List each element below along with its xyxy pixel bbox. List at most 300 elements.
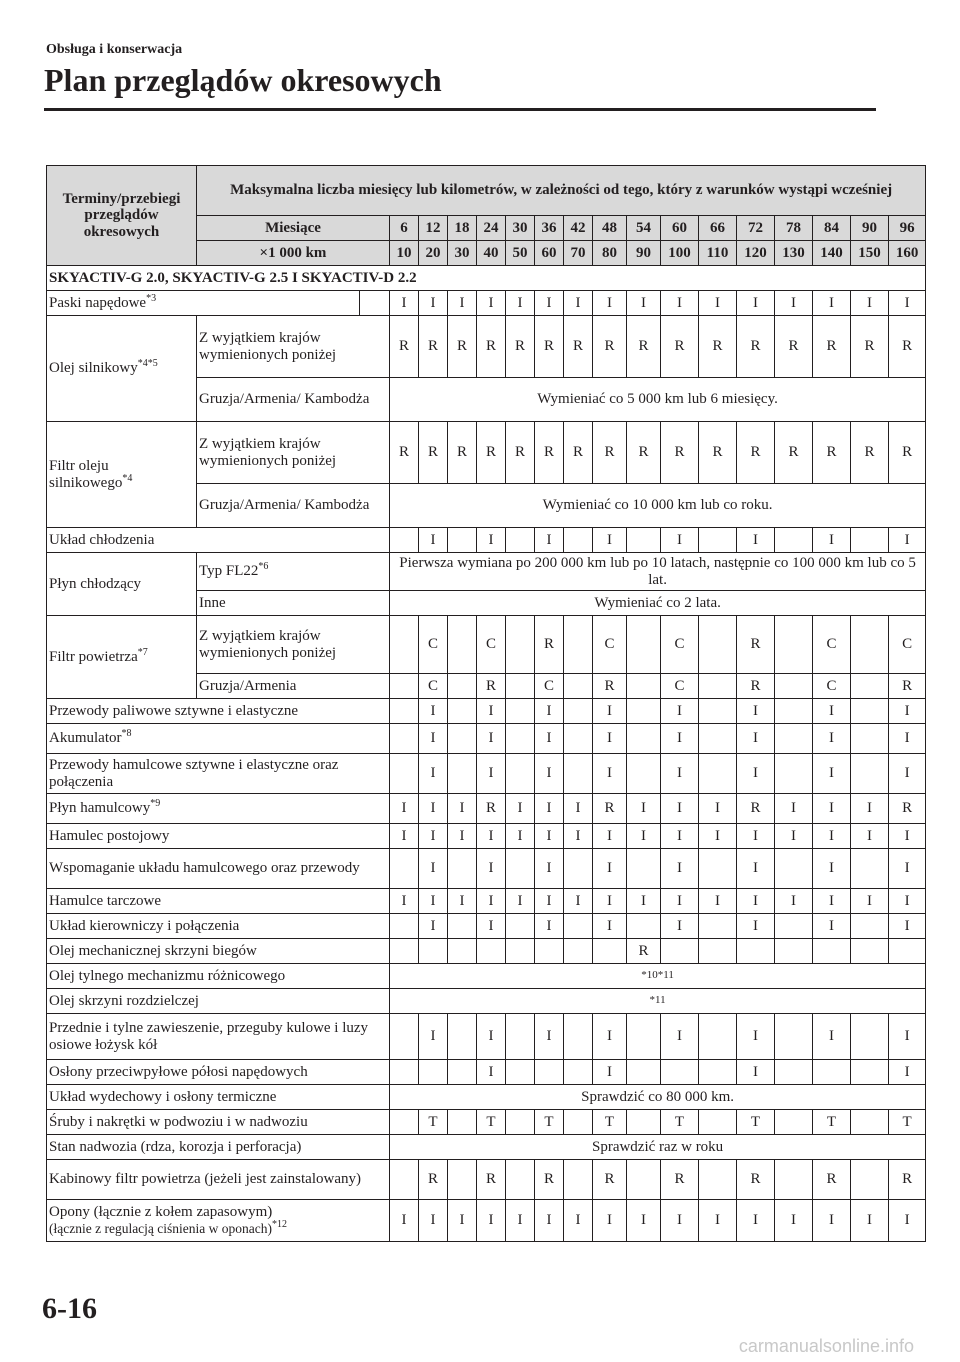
schedule-cell [448, 914, 477, 939]
schedule-cell: R [737, 674, 775, 699]
schedule-cell [390, 1110, 419, 1135]
schedule-cell: I [813, 794, 851, 824]
schedule-cell [775, 939, 813, 964]
schedule-cell: I [661, 914, 699, 939]
sub-label: Z wyjątkiem krajów wymienionych poniżej [197, 316, 390, 378]
schedule-cell [851, 939, 889, 964]
schedule-cell: I [737, 291, 775, 316]
schedule-cell [813, 1060, 851, 1085]
km-header: 60 [535, 241, 564, 266]
schedule-cell: T [737, 1110, 775, 1135]
schedule-cell [851, 1160, 889, 1200]
schedule-cell [627, 1110, 661, 1135]
schedule-cell: I [593, 1060, 627, 1085]
month-header: 24 [477, 216, 506, 241]
schedule-cell [535, 1060, 564, 1085]
schedule-cell [661, 1060, 699, 1085]
schedule-cell: I [477, 1014, 506, 1060]
schedule-cell: I [419, 528, 448, 553]
schedule-cell: I [477, 724, 506, 754]
schedule-cell: R [419, 316, 448, 378]
km-header: 140 [813, 241, 851, 266]
schedule-cell [699, 528, 737, 553]
schedule-cell: I [477, 1060, 506, 1085]
sub-label [197, 553, 390, 591]
sub-label: Z wyjątkiem krajów wymienionych poniżej [197, 422, 390, 484]
schedule-cell: I [813, 889, 851, 914]
schedule-cell: I [775, 291, 813, 316]
schedule-cell [699, 674, 737, 699]
schedule-cell: T [813, 1110, 851, 1135]
km-header: 70 [564, 241, 593, 266]
corner-header: Terminy/przebiegi przeglądów okresowych [47, 166, 197, 266]
schedule-cell [448, 528, 477, 553]
schedule-cell: I [889, 1014, 926, 1060]
schedule-cell [448, 724, 477, 754]
schedule-cell [506, 914, 535, 939]
schedule-cell: I [535, 528, 564, 553]
row-label-text: Przewody hamulcowe sztywne i elastyczne oraz połączenia [49, 757, 339, 790]
schedule-cell [699, 939, 737, 964]
schedule-cell: I [419, 824, 448, 849]
row-label-text: Przednie i tylne zawieszenie, przeguby kulowe i luzy osiowe łożysk kół [49, 1020, 369, 1053]
schedule-cell [851, 699, 889, 724]
schedule-cell: I [813, 699, 851, 724]
row-label-text: Osłony przeciwpyłowe półosi napędowych [49, 1063, 308, 1080]
row-text: Wymieniać co 10 000 km lub co roku. [390, 484, 926, 528]
schedule-cell [448, 1110, 477, 1135]
schedule-cell [627, 849, 661, 889]
schedule-cell: I [419, 1014, 448, 1060]
schedule-cell: I [564, 889, 593, 914]
schedule-cell [699, 1110, 737, 1135]
row-label [47, 1085, 390, 1110]
schedule-cell: I [535, 914, 564, 939]
schedule-cell [448, 1060, 477, 1085]
schedule-cell: I [419, 914, 448, 939]
row-label [47, 291, 360, 316]
row-label-text: Układ kierowniczy i połączenia [49, 917, 240, 934]
schedule-cell [564, 528, 593, 553]
schedule-cell: C [813, 616, 851, 674]
footnote-ref: *12 [272, 1218, 288, 1230]
schedule-cell: R [661, 316, 699, 378]
schedule-cell [390, 914, 419, 939]
schedule-cell: I [477, 914, 506, 939]
schedule-cell: I [448, 824, 477, 849]
schedule-cell [593, 939, 627, 964]
schedule-cell [775, 1160, 813, 1200]
schedule-cell: R [535, 616, 564, 674]
schedule-cell: I [661, 699, 699, 724]
schedule-cell: I [419, 794, 448, 824]
schedule-cell: I [593, 849, 627, 889]
schedule-cell: I [390, 889, 419, 914]
schedule-cell [506, 849, 535, 889]
schedule-cell [419, 1060, 448, 1085]
schedule-cell: I [851, 1200, 889, 1242]
schedule-cell: T [477, 1110, 506, 1135]
schedule-cell [419, 939, 448, 964]
schedule-cell: I [419, 724, 448, 754]
schedule-cell [775, 699, 813, 724]
schedule-cell: I [419, 849, 448, 889]
schedule-cell [506, 724, 535, 754]
schedule-cell [627, 528, 661, 553]
month-header: 12 [419, 216, 448, 241]
row-label [47, 914, 390, 939]
km-header: 80 [593, 241, 627, 266]
schedule-cell [775, 616, 813, 674]
schedule-cell: R [889, 794, 926, 824]
row-label-text: Kabinowy filtr powietrza (jeżeli jest zainstalowany) [49, 1171, 361, 1188]
row-label-text: Przewody paliwowe sztywne i elastyczne [49, 702, 299, 719]
schedule-cell: I [390, 1200, 419, 1242]
schedule-cell: I [390, 794, 419, 824]
footnote-ref: *4 [122, 472, 133, 484]
schedule-cell [775, 754, 813, 794]
schedule-cell: R [506, 316, 535, 378]
schedule-cell: I [477, 849, 506, 889]
schedule-cell: I [564, 824, 593, 849]
schedule-cell: I [627, 1200, 661, 1242]
schedule-cell: C [661, 616, 699, 674]
schedule-cell: I [813, 824, 851, 849]
schedule-cell: I [661, 528, 699, 553]
months-label: Miesiące [197, 216, 390, 241]
schedule-cell: I [477, 1200, 506, 1242]
row-label [47, 616, 197, 699]
schedule-cell [390, 699, 419, 724]
schedule-cell [627, 1060, 661, 1085]
schedule-cell: I [661, 754, 699, 794]
schedule-cell: R [477, 794, 506, 824]
row-label [47, 824, 390, 849]
schedule-cell: R [419, 1160, 448, 1200]
schedule-cell [699, 724, 737, 754]
schedule-cell: R [661, 1160, 699, 1200]
schedule-cell [390, 1014, 419, 1060]
schedule-cell: I [593, 914, 627, 939]
schedule-cell: I [535, 724, 564, 754]
month-header: 84 [813, 216, 851, 241]
footnote-ref: *3 [146, 292, 157, 304]
row-label [47, 1135, 390, 1160]
schedule-cell [851, 1110, 889, 1135]
schedule-cell [506, 1110, 535, 1135]
schedule-cell [564, 724, 593, 754]
schedule-cell [448, 849, 477, 889]
schedule-cell: I [448, 889, 477, 914]
schedule-cell: I [889, 889, 926, 914]
month-header: 60 [661, 216, 699, 241]
schedule-cell: I [661, 1014, 699, 1060]
schedule-cell: C [593, 616, 627, 674]
schedule-cell: R [813, 422, 851, 484]
row-label-text: Opony (łącznie z kołem zapasowym) [49, 1204, 273, 1221]
schedule-cell: R [889, 422, 926, 484]
sub-label: Inne [197, 591, 390, 616]
schedule-cell [627, 1160, 661, 1200]
schedule-cell: I [775, 824, 813, 849]
schedule-cell: I [477, 889, 506, 914]
month-header: 48 [593, 216, 627, 241]
schedule-cell [506, 528, 535, 553]
schedule-cell: I [535, 291, 564, 316]
month-header: 90 [851, 216, 889, 241]
title-rule [44, 108, 876, 111]
schedule-cell [699, 616, 737, 674]
schedule-cell: R [448, 316, 477, 378]
schedule-cell: I [851, 291, 889, 316]
schedule-cell [564, 699, 593, 724]
schedule-cell: I [535, 1200, 564, 1242]
schedule-cell [775, 914, 813, 939]
row-label [47, 724, 390, 754]
schedule-cell: I [661, 794, 699, 824]
schedule-cell: I [889, 699, 926, 724]
schedule-cell: R [889, 674, 926, 699]
schedule-cell: I [390, 291, 419, 316]
schedule-cell: R [593, 1160, 627, 1200]
schedule-cell: I [851, 794, 889, 824]
schedule-cell: R [390, 316, 419, 378]
row-label [47, 1060, 390, 1085]
schedule-cell: I [889, 754, 926, 794]
footnote-ref: *6 [258, 561, 269, 573]
row-label-text: Stan nadwozia (rdza, korozja i perforacja) [49, 1138, 302, 1155]
schedule-cell: R [889, 316, 926, 378]
schedule-cell: R [535, 1160, 564, 1200]
schedule-cell: I [448, 1200, 477, 1242]
schedule-cell: I [593, 699, 627, 724]
schedule-cell [889, 939, 926, 964]
schedule-cell: I [419, 291, 448, 316]
schedule-cell: I [419, 699, 448, 724]
row-label [47, 889, 390, 914]
schedule-cell [564, 674, 593, 699]
schedule-cell: I [775, 889, 813, 914]
schedule-cell: C [477, 616, 506, 674]
schedule-cell [775, 1060, 813, 1085]
month-header: 6 [390, 216, 419, 241]
row-text: Sprawdzić raz w roku [390, 1135, 926, 1160]
schedule-cell: I [506, 1200, 535, 1242]
month-header: 42 [564, 216, 593, 241]
schedule-cell [506, 1060, 535, 1085]
schedule-cell [390, 1060, 419, 1085]
schedule-cell [775, 1014, 813, 1060]
month-header: 66 [699, 216, 737, 241]
schedule-cell: I [699, 291, 737, 316]
km-header: 20 [419, 241, 448, 266]
schedule-cell [506, 1160, 535, 1200]
schedule-cell: I [813, 1200, 851, 1242]
schedule-cell: I [737, 754, 775, 794]
schedule-cell: C [419, 616, 448, 674]
schedule-cell [448, 699, 477, 724]
schedule-cell: I [535, 699, 564, 724]
section-heading: Obsługa i konserwacja [46, 42, 183, 57]
schedule-cell: I [661, 849, 699, 889]
schedule-cell [699, 1014, 737, 1060]
row-label-text: Wspomaganie układu hamulcowego oraz przewody [49, 860, 360, 877]
schedule-cell: I [813, 528, 851, 553]
schedule-cell [564, 616, 593, 674]
schedule-cell: I [448, 291, 477, 316]
schedule-cell: T [535, 1110, 564, 1135]
schedule-cell [564, 1110, 593, 1135]
row-label [47, 1110, 390, 1135]
schedule-cell: I [813, 849, 851, 889]
schedule-cell [390, 754, 419, 794]
schedule-cell: R [737, 794, 775, 824]
month-header: 96 [889, 216, 926, 241]
schedule-cell: T [661, 1110, 699, 1135]
schedule-cell [851, 849, 889, 889]
schedule-cell: I [535, 754, 564, 794]
schedule-cell [775, 724, 813, 754]
schedule-cell: I [699, 889, 737, 914]
schedule-cell [506, 1014, 535, 1060]
watermark: carmanualsonline.info [738, 1336, 914, 1356]
schedule-cell [775, 674, 813, 699]
schedule-cell: R [593, 794, 627, 824]
schedule-cell: C [889, 616, 926, 674]
schedule-cell [627, 616, 661, 674]
row-label [47, 528, 390, 553]
schedule-cell: I [737, 889, 775, 914]
schedule-cell [699, 914, 737, 939]
page-number: 6-16 [42, 1292, 97, 1325]
schedule-cell [627, 724, 661, 754]
row-label-text: Olej tylnego mechanizmu różnicowego [49, 967, 286, 984]
schedule-cell: T [419, 1110, 448, 1135]
schedule-cell [627, 699, 661, 724]
schedule-cell: I [564, 1200, 593, 1242]
schedule-cell: R [737, 316, 775, 378]
schedule-cell: R [593, 674, 627, 699]
schedule-cell: I [627, 824, 661, 849]
schedule-cell: R [813, 316, 851, 378]
row-label-text: Olej skrzyni rozdzielczej [49, 992, 199, 1009]
month-header: 36 [535, 216, 564, 241]
month-header: 18 [448, 216, 477, 241]
row-label-text: Olej mechanicznej skrzyni biegów [49, 942, 257, 959]
row-label [47, 964, 390, 989]
schedule-cell [448, 1160, 477, 1200]
schedule-cell [477, 939, 506, 964]
schedule-cell [699, 1060, 737, 1085]
schedule-cell: R [813, 1160, 851, 1200]
schedule-cell: I [506, 794, 535, 824]
row-label-text: Układ chłodzenia [49, 531, 155, 548]
schedule-cell: R [661, 422, 699, 484]
schedule-cell: I [661, 291, 699, 316]
schedule-cell: R [593, 422, 627, 484]
schedule-cell: I [737, 824, 775, 849]
schedule-cell: R [477, 1160, 506, 1200]
schedule-cell [506, 939, 535, 964]
row-label-subtext: (łącznie z regulacją ciśnienia w oponach) [49, 1220, 273, 1236]
schedule-cell: C [535, 674, 564, 699]
month-header: 72 [737, 216, 775, 241]
row-label [47, 553, 197, 616]
schedule-cell: I [564, 291, 593, 316]
schedule-cell: I [593, 291, 627, 316]
row-text: Sprawdzić co 80 000 km. [390, 1085, 926, 1110]
row-label [47, 1160, 390, 1200]
schedule-cell: I [813, 1014, 851, 1060]
schedule-cell [564, 1160, 593, 1200]
schedule-cell: R [699, 422, 737, 484]
schedule-cell [448, 674, 477, 699]
schedule-cell: I [889, 528, 926, 553]
schedule-cell [390, 674, 419, 699]
footnote-ref: *7 [137, 646, 148, 658]
footnote-ref: *4*5 [137, 358, 158, 370]
schedule-cell [390, 528, 419, 553]
schedule-cell: I [593, 754, 627, 794]
schedule-cell: R [737, 422, 775, 484]
schedule-cell: I [593, 889, 627, 914]
schedule-cell: I [506, 889, 535, 914]
km-header: 10 [390, 241, 419, 266]
schedule-cell: I [593, 1014, 627, 1060]
row-label-text: Śruby i nakrętki w podwoziu i w nadwoziu [49, 1113, 308, 1130]
schedule-cell [813, 939, 851, 964]
row-text: Wymieniać co 5 000 km lub 6 miesięcy. [390, 378, 926, 422]
row-label-text: Hamulce tarczowe [49, 892, 162, 909]
schedule-cell: I [661, 724, 699, 754]
schedule-cell: R [390, 422, 419, 484]
schedule-cell: I [419, 754, 448, 794]
schedule-cell: R [564, 422, 593, 484]
schedule-cell: I [627, 889, 661, 914]
schedule-cell [390, 724, 419, 754]
schedule-cell: I [737, 914, 775, 939]
schedule-cell [535, 939, 564, 964]
schedule-cell: I [737, 699, 775, 724]
schedule-cell [390, 616, 419, 674]
schedule-cell: I [661, 1200, 699, 1242]
km-header: 30 [448, 241, 477, 266]
schedule-cell [851, 754, 889, 794]
schedule-cell [564, 1014, 593, 1060]
schedule-cell: R [775, 316, 813, 378]
row-label-text: Płyn hamulcowy [49, 800, 151, 817]
schedule-cell: R [448, 422, 477, 484]
schedule-cell: I [535, 824, 564, 849]
row-text: *10*11 [390, 964, 926, 989]
row-label-text: Akumulator [49, 730, 122, 747]
schedule-cell: I [593, 724, 627, 754]
page-title: Plan przeglądów okresowych [44, 62, 442, 98]
schedule-cell: I [506, 291, 535, 316]
schedule-cell: C [419, 674, 448, 699]
schedule-cell: I [661, 889, 699, 914]
schedule-cell [851, 914, 889, 939]
schedule-cell: I [851, 824, 889, 849]
schedule-cell: I [851, 889, 889, 914]
schedule-cell: I [737, 1200, 775, 1242]
schedule-cell: I [775, 794, 813, 824]
km-header: 110 [699, 241, 737, 266]
sub-label: Gruzja/Armenia/ Kambodża [197, 484, 390, 528]
schedule-cell: I [737, 1014, 775, 1060]
schedule-cell: I [737, 849, 775, 889]
row-text: *11 [390, 989, 926, 1014]
